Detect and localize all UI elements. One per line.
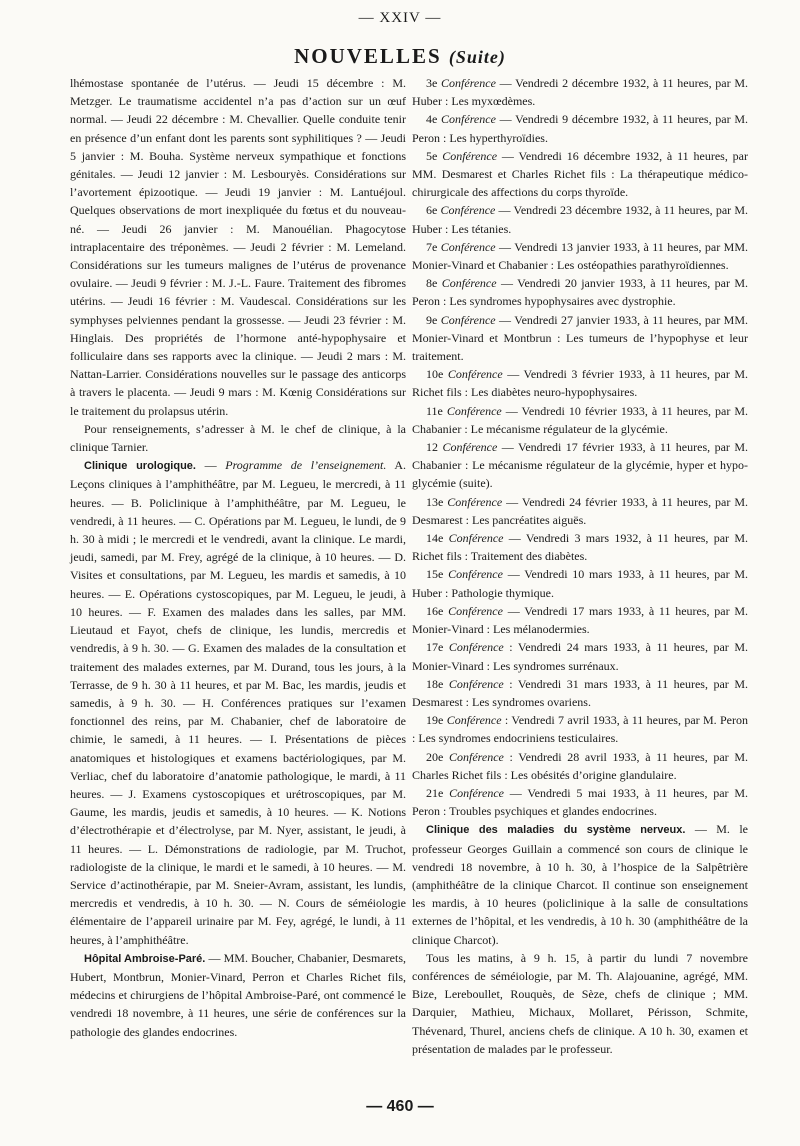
conference-label: Conférence bbox=[441, 276, 497, 291]
conference-item bbox=[412, 402, 748, 438]
conference-number: 9e bbox=[426, 312, 438, 327]
conference-item bbox=[412, 274, 748, 310]
conference-details: — Vendredi 17 février 1933, à 11 heures, par M. Chabanier : Le mécanisme régulateur de la glycémie, hyper et hypo-glycémie (suite). bbox=[412, 440, 748, 491]
conference-item bbox=[412, 675, 748, 711]
conference-label: Conférence bbox=[440, 312, 496, 327]
conference-label: Conférence bbox=[449, 785, 504, 800]
conference-label: Conférence bbox=[448, 603, 503, 618]
section-title bbox=[0, 44, 800, 69]
conference-number: 6e bbox=[426, 203, 438, 218]
conference-list bbox=[412, 74, 748, 820]
page-number: — 460 — bbox=[366, 1098, 434, 1115]
conference-item bbox=[412, 365, 748, 401]
conference-number: 5e bbox=[426, 148, 438, 163]
conference-number: 4e bbox=[426, 112, 438, 127]
conference-number: 19e bbox=[426, 713, 444, 728]
conference-number: 7e bbox=[426, 239, 438, 254]
conference-label: Conférence bbox=[447, 367, 503, 382]
conference-label: Conférence bbox=[448, 749, 504, 764]
conference-label: Conférence bbox=[440, 239, 496, 254]
conference-item bbox=[412, 438, 748, 493]
ambroise-pare-body: — MM. Boucher, Chabanier, Desmarets, Hubert, Montbrun, Monier-Vinard, Perron et Charles Richet fils, médecins et chirurgiens de l’hôpital Ambroise-Paré, ont commencé le vendredi 18 novembre, à 11 heures, une série de conférences sur la pathologie des glandes endocrines. bbox=[70, 950, 406, 1039]
systeme-nerveux-body: — M. le professeur Georges Guillain a commencé son cours de clinique le vendredi 18 novembre, à 10 h. 30, à l’hospice de la Salpêtrière (amphithéâtre de la clinique Charcot. Il continue son enseignement les mardis, à 10 heures (policlinique à la salle de consultations externes de l’hôpital, et les vendredis, à 10 h. 30 (amphithéâtre de la clinique Charcot). bbox=[412, 822, 748, 947]
conference-number: 14e bbox=[426, 531, 444, 546]
conference-number: 15e bbox=[426, 567, 444, 582]
heading-clinique-urologique: Clinique urologique. bbox=[84, 460, 196, 473]
paragraph-conferences-semeiologie: Tous les matins, à 9 h. 15, à partir du lundi 7 novembre conférences de séméiologie, par M. Th. Alajouanine, agrégé, MM. Bize, Lereboullet, Rouquès, de Sèze, chefs de clinique ; MM. Darquier, Mathieu, Michaux, Mollaret, Périsson, Schmite, Thévenard, Thurel, anciens chefs de clinique. A 10 h. 30, examen et présentation de malades par le professeur. bbox=[412, 950, 748, 1056]
conference-item bbox=[412, 638, 748, 674]
conference-item bbox=[412, 602, 748, 638]
conference-label: Conférence bbox=[447, 494, 503, 509]
conference-item bbox=[412, 565, 748, 601]
conference-details: — Vendredi 16 décembre 1932, à 11 heures, par MM. Desmarest et Charles Richet fils : La thérapeutique médico-chirurgicale des affections du corps thyroïde. bbox=[412, 148, 748, 200]
conference-item bbox=[412, 74, 748, 110]
conference-details: — Vendredi 5 mai 1933, à 11 heures, par M. Peron : Troubles psychiques et glandes endocrines. bbox=[412, 785, 748, 819]
conference-number: 8e bbox=[426, 276, 438, 291]
section-title-text: NOUVELLES bbox=[294, 44, 442, 68]
conference-details: — Vendredi 3 mars 1932, à 11 heures, par M. Richet fils : Traitement des diabètes. bbox=[412, 531, 749, 564]
conference-item bbox=[412, 711, 748, 747]
conference-details: — Vendredi 2 décembre 1932, à 11 heures, par M. Huber : Les myxœdèmes. bbox=[412, 76, 748, 109]
conference-details: — Vendredi 3 février 1933, à 11 heures, par M. Richet fils : Les diabètes neuro-hypophysaires. bbox=[412, 367, 749, 400]
paragraph-clinique-urologique bbox=[70, 456, 406, 948]
conference-label: Conférence bbox=[448, 640, 504, 655]
urologie-body: A. Leçons cliniques à l’amphithéâtre, par M. Legueu, le mercredi, à 11 heures. — B. Policlinique à l’amphithéâtre, par M. Legueu, le vendredi, à 11 heures. — C. Opérations par M. Legueu, le lundi, de 9 h. 30 à midi ; le mercredi et le vendredi, avant la clinique. Le mardi, jeudi, samedi, par M. Frey, agrégé de la clinique, à 10 heures. — D. Visites et consultations, par M. Legueu, les mardis et samedis, à 10 heures. — E. Opérations cystoscopiques, par M. Legueu, le jeudi, à 10 heures. — F. Examen des malades dans les salles, par MM. Lieutaud et Fayot, chefs de clinique, les lundis, mercredis et vendredis, à 9 h. 30. — G. Examen des malades de la consultation et traitement des malades externes, par M. Durand, tous les jours, à la Terrasse, de 9 h. 30 à 11 heures, et par M. Bac, les mardis, jeudis et samedis, à 9 h. 30. — H. Conférences pratiques sur l’examen fonctionnel des reins, par M. Chabanier, chef de laboratoire de chimie, le samedi, à 11 heures. — I. Présentations de pièces anatomiques et histologiques et examens bactériologiques, par M. Verliac, chef du laboratoire d’anatomie pathologique, le mardi, à 11 heures. — J. Examens cystoscopiques et urétroscopiques, par M. Gaume, les mardis, jeudis et samedis, à 10 heures. — K. Notions d’électrothérapie et d’électrolyse, par M. Nyer, assistant, le jeudi, à 11 heures. — L. Démonstrations de radiologie, par M. Truchot, radiologiste de la clinique, le mardi et le samedi, à 10 heures. — M. Service d’actinothérapie, par M. Sneier-Avram, assistant, les lundis, mercredis et vendredis, à 10 h. 30. — N. Cours de séméiologie élémentaire de l’appareil urinaire par M. Fey, agrégé, le lundi, à 11 heures, à l’amphithéâtre. bbox=[70, 458, 406, 947]
conference-number: 21e bbox=[426, 785, 444, 800]
conference-details: : Vendredi 31 mars 1933, à 11 heures, par M. Desmarest : Les syndromes ovariens. bbox=[412, 676, 748, 709]
conference-item bbox=[412, 493, 748, 529]
conference-item bbox=[412, 748, 748, 784]
conference-item bbox=[412, 311, 748, 366]
left-column bbox=[70, 74, 406, 1041]
conference-number: 10e bbox=[426, 367, 444, 382]
conference-details: : Vendredi 7 avril 1933, à 11 heures, par M. Peron : Les syndromes endocriniens testiculaires. bbox=[412, 713, 748, 746]
page-roman-numeral: — XXIV — bbox=[358, 10, 442, 26]
conference-number: 12 bbox=[426, 440, 438, 455]
conference-label: Conférence bbox=[446, 403, 502, 418]
conference-details: — Vendredi 10 mars 1933, à 11 heures, par M. Huber : Pathologie thymique. bbox=[412, 567, 749, 600]
conference-item bbox=[412, 201, 748, 237]
conference-item bbox=[412, 784, 748, 820]
dash: — bbox=[195, 458, 226, 473]
conference-label: Conférence bbox=[440, 203, 496, 218]
paragraph-ambroise-pare bbox=[70, 949, 406, 1041]
paragraph-systeme-nerveux bbox=[412, 820, 748, 948]
conference-label: Conférence bbox=[441, 76, 496, 90]
conference-item bbox=[412, 238, 748, 274]
conference-label: Conférence bbox=[448, 567, 503, 582]
right-column bbox=[412, 74, 748, 1058]
conference-details: — Vendredi 27 janvier 1933, à 11 heures, par MM. Monier-Vinard et Montbrun : Les tumeurs de l’hypophyse et leur traitement. bbox=[412, 312, 749, 364]
conference-label: Conférence bbox=[442, 148, 498, 163]
paragraph-renseignements: Pour renseignements, s’adresser à M. le chef de clinique, à la clinique Tarnier. bbox=[70, 421, 406, 455]
section-title-suite: (Suite) bbox=[448, 47, 506, 67]
conference-label: Conférence bbox=[446, 713, 502, 728]
conference-details: — Vendredi 23 décembre 1932, à 11 heures, par M. Huber : Les tétanies. bbox=[412, 203, 748, 236]
conference-details: — Vendredi 13 janvier 1933, à 11 heures, par MM. Monier-Vinard et Chabanier : Les ostéopathies parathyroïdiennes. bbox=[412, 239, 749, 273]
heading-ambroise-pare: Hôpital Ambroise-Paré. bbox=[84, 952, 206, 965]
conference-number: 16e bbox=[426, 603, 444, 618]
heading-systeme-nerveux: Clinique des maladies du système nerveux. bbox=[426, 824, 686, 837]
subheading-programme: Programme de l’enseignement. bbox=[225, 458, 387, 473]
conference-details: — Vendredi 17 mars 1933, à 11 heures, par M. Monier-Vinard : Les mélanodermies. bbox=[412, 603, 749, 637]
conference-label: Conférence bbox=[441, 112, 496, 127]
conference-number: 17e bbox=[426, 640, 444, 655]
conference-label: Conférence bbox=[448, 676, 504, 691]
conference-item bbox=[412, 529, 748, 565]
conference-details: — Vendredi 10 février 1933, à 11 heures, par M. Chabanier : Le mécanisme régulateur de la glycémie. bbox=[412, 403, 748, 436]
conference-number: 18e bbox=[426, 676, 444, 691]
conference-label: Conférence bbox=[448, 531, 504, 546]
conference-item bbox=[412, 147, 748, 202]
conference-number: 20e bbox=[426, 749, 444, 764]
conference-details: : Vendredi 28 avril 1933, à 11 heures, par M. Charles Richet fils : Les obésités d’origine glandulaire. bbox=[412, 749, 748, 782]
conference-details: — Vendredi 24 février 1933, à 11 heures, par M. Desmarest : Les pancréatites aiguës. bbox=[412, 494, 748, 527]
paragraph-conferences-obstetrique: lhémostase spontanée de l’utérus. — Jeudi 15 décembre : M. Metzger. Le traumatisme accidentel n’a pas d’action sur un œuf normal. — Jeudi 22 décembre : M. Chevallier. Quelle conduite tenir en présence d’un enfant dont les parents sont syphilitiques ? — Jeudi 5 janvier : M. Bouha. Système nerveux sympathique et fonctions génitales. — Jeudi 12 janvier : M. Lesbouryès. Considérations sur l’avortement épizootique. — Jeudi 19 janvier : M. Lantuéjoul. Quelques observations de mort inexpliquée du fœtus et du nouveau-né. — Jeudi 26 janvier : M. Manouélian. Phagocytose intraplacentaire des tréponèmes. — Jeudi 2 février : M. Lemeland. Considérations sur les tumeurs malignes de l’utérus de provenance ovulaire. — Jeudi 9 février : M. J.-L. Faure. Traitement des fibromes utérins. — Jeudi 16 février : M. Vaudescal. Considérations sur les symphyses pelviennes pendant la grossesse. — Jeudi 23 février : M. Hinglais. Des propriétés de l’hormone anté-hypophysaire et folliculaire dans ses rapports avec la clinique. — Jeudi 2 mars : M. Nattan-Larrier. Considérations nouvelles sur le passage des anticorps à travers le placenta. — Jeudi 9 mars : M. Kœnig Considérations sur le traitement du prolapsus utérin. bbox=[70, 76, 406, 418]
conference-number: 11e bbox=[426, 403, 443, 418]
conference-number: 3e bbox=[426, 76, 438, 90]
conference-details: : Vendredi 24 mars 1933, à 11 heures, par M. Monier-Vinard : Les syndromes surrénaux. bbox=[412, 640, 748, 673]
conference-number: 13e bbox=[426, 494, 444, 509]
conference-item bbox=[412, 110, 748, 146]
conference-details: — Vendredi 9 décembre 1932, à 11 heures, par M. Peron : Les hyperthyroïdies. bbox=[412, 112, 748, 145]
conference-label: Conférence bbox=[442, 440, 498, 455]
conference-details: — Vendredi 20 janvier 1933, à 11 heures, par M. Peron : Les syndromes hypophysaires avec dystrophie. bbox=[412, 276, 749, 309]
